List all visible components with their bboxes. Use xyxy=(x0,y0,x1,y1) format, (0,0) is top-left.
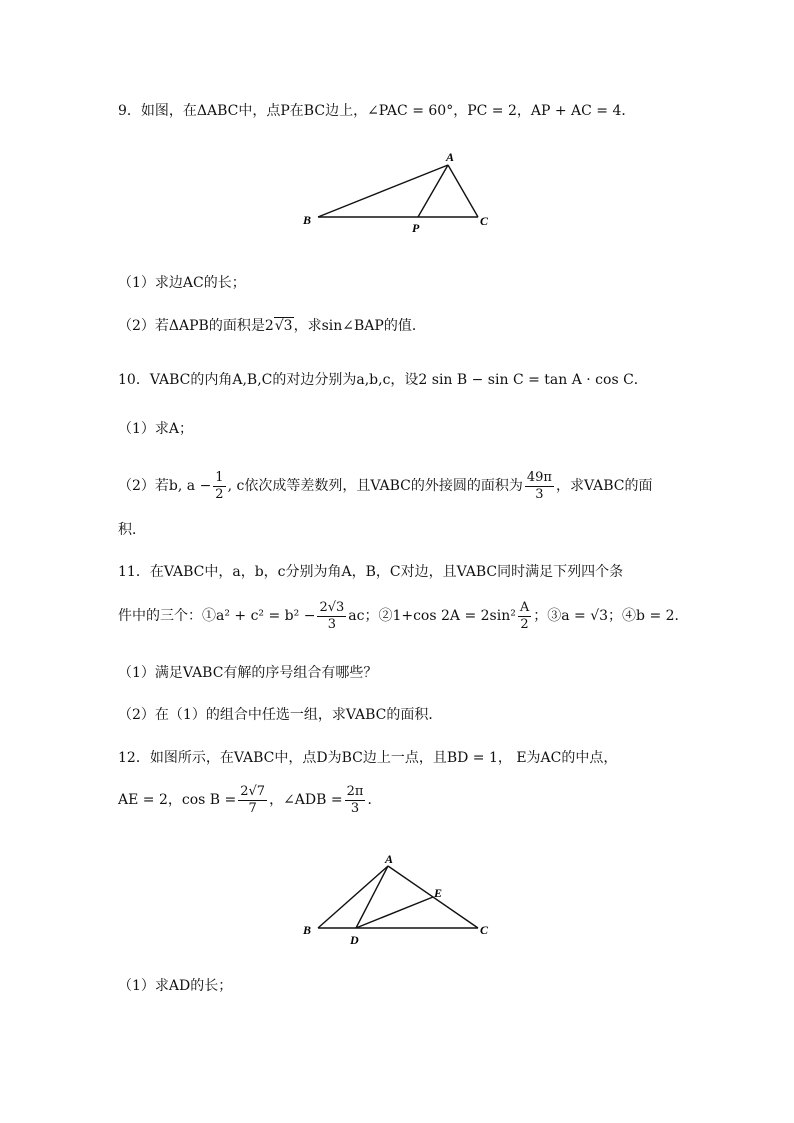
q9-triangle-figure xyxy=(290,145,510,240)
q11-fraction-root3: $\frac{2√3}{3}$ xyxy=(319,599,345,632)
q12-cond-mid: ，∠ADB = xyxy=(269,792,343,808)
q12-cond-pre: AE = 2，cos B = xyxy=(118,792,237,808)
q9-part2-root: √3 xyxy=(274,318,293,334)
q11-conditions xyxy=(118,598,689,634)
q11-part1: （1）满足VABC有解的序号组合有哪些？ xyxy=(118,665,378,681)
q11-cond-post: ；③a = √3；④b = 2． xyxy=(533,608,689,624)
q9-label-c: C xyxy=(480,214,489,228)
q10-stem: 10．VABC的内角A,B,C的对边分别为a,b,c，设2 sin B − sin C = tan A · cos C． xyxy=(118,372,648,388)
q12-label-a: A xyxy=(385,852,394,866)
q11-fraction-halfangle: $\frac{A}{2}$ xyxy=(519,599,530,632)
q10-part2-cont: 积． xyxy=(118,522,146,538)
q9-label-a: A xyxy=(446,150,455,164)
q12-stem: 12．如图所示，在VABC中，点D为BC边上一点，且BD = 1， E为AC的中点， xyxy=(118,750,618,766)
q9-part2-post: ，求sin∠BAP的值． xyxy=(293,318,426,334)
q12-part1: （1）求AD的长； xyxy=(118,978,233,994)
q9-segment-ap xyxy=(418,165,448,217)
q12-cond-post: ． xyxy=(367,792,382,808)
q11-cond-pre: 件中的三个：①a² + c² = b² − xyxy=(118,608,316,624)
q11-stem: 11．在VABC中，a，b，c分别为角A，B，C对边，且VABC同时满足下列四个条 xyxy=(118,564,624,580)
q12-label-d: D xyxy=(350,933,359,947)
q11-part2: （2）在（1）的组合中任选一组，求VABC的面积． xyxy=(118,707,443,723)
q9-part2-pre: （2）若ΔAPB的面积是2 xyxy=(118,318,274,334)
q11-cond-mid: ac；②1+cos 2A = 2sin² xyxy=(348,608,516,624)
q12-label-b: B xyxy=(303,923,312,937)
q12-segment-de xyxy=(356,897,433,928)
q10-part2-mid: , c依次成等差数列，且VABC的外接圆的面积为 xyxy=(227,478,523,494)
q9-label-p: P xyxy=(412,221,420,235)
q12-conditions xyxy=(118,782,381,818)
q9-side-ac xyxy=(448,165,478,217)
q10-fraction-area: $\frac{49\pi}{3}$ xyxy=(526,469,552,502)
q12-fraction-cosb: $\frac{2√7}{7}$ xyxy=(240,783,266,816)
q12-label-c: C xyxy=(480,923,489,937)
q12-label-e: E xyxy=(434,886,443,900)
q10-fraction-half: $\frac{1}{2}$ xyxy=(215,469,224,502)
q10-part2-pre: （2）若b, a − xyxy=(118,478,212,494)
q9-part1: （1）求边AC的长； xyxy=(118,275,246,291)
q10-part2-post: ，求VABC的面 xyxy=(555,478,653,494)
q12-fraction-angle: $\frac{2\pi}{3}$ xyxy=(346,783,364,816)
q12-triangle-figure xyxy=(290,848,510,948)
q9-stem: 9．如图，在ΔABC中，点P在BC边上，∠PAC = 60°，PC = 2，AP + AC = 4． xyxy=(118,103,636,119)
q12-segment-ad xyxy=(356,866,388,928)
q9-label-b: B xyxy=(303,213,312,227)
q9-part2 xyxy=(118,316,426,336)
q10-part1: （1）求A； xyxy=(118,421,194,437)
q10-part2 xyxy=(118,468,652,504)
q9-side-ba xyxy=(318,165,448,217)
